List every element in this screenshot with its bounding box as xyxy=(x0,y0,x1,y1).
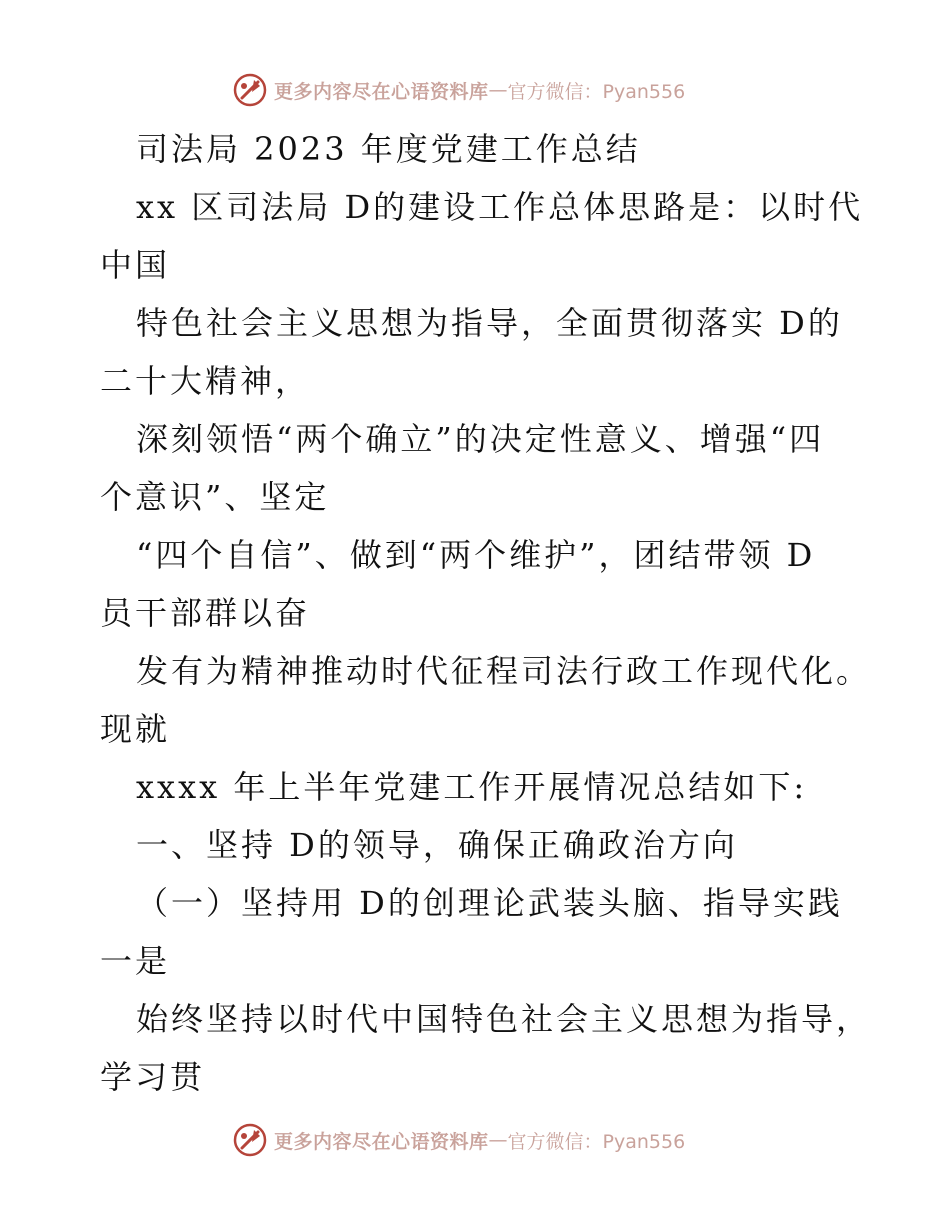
paragraph-line: 中国 xyxy=(100,246,171,284)
paragraph-line: 二十大精神， xyxy=(100,362,311,400)
paragraph-line: 学习贯 xyxy=(100,1058,206,1096)
paragraph-line: 现就 xyxy=(100,710,171,748)
subsection-heading: （一）坚持用 D的创理论武装头脑、指导实践 xyxy=(136,884,843,922)
watermark-separator: — xyxy=(488,79,508,101)
paragraph-line: “四个自信”、做到“两个维护”，团结带领 D xyxy=(136,536,816,574)
paragraph-line: xx 区司法局 D的建设工作总体思路是：以时代 xyxy=(136,188,864,226)
watermark-brand: 更多内容尽在心语资料库 xyxy=(274,1130,489,1153)
document-body xyxy=(100,120,872,1106)
quill-pen-logo-icon xyxy=(232,1122,268,1158)
paragraph-line: 始终坚持以时代中国特色社会主义思想为指导， xyxy=(136,1000,872,1038)
paragraph-line: xxxx 年上半年党建工作开展情况总结如下: xyxy=(136,768,808,806)
section-heading: 一、坚持 D的领导，确保正确政治方向 xyxy=(136,826,738,864)
paragraph-line: 一是 xyxy=(100,942,171,980)
watermark-contact: 官方微信：Pyan556 xyxy=(507,1130,686,1153)
footer-watermark xyxy=(232,1120,685,1160)
paragraph-line: 发有为精神推动时代征程司法行政工作现代化。 xyxy=(136,652,872,690)
paragraph-line: 深刻领悟“两个确立”的决定性意义、增强“四 xyxy=(136,420,825,458)
watermark-separator: — xyxy=(488,1129,508,1151)
watermark-contact: 官方微信：Pyan556 xyxy=(507,80,686,103)
paragraph-line: 员干部群以奋 xyxy=(100,594,311,632)
paragraph-line: 个意识”、坚定 xyxy=(100,478,330,516)
document-title: 司法局 2023 年度党建工作总结 xyxy=(136,130,641,168)
header-watermark xyxy=(232,70,685,110)
watermark-brand: 更多内容尽在心语资料库 xyxy=(274,80,489,103)
quill-pen-logo-icon xyxy=(232,72,268,108)
paragraph-line: 特色社会主义思想为指导，全面贯彻落实 D的 xyxy=(136,304,843,342)
